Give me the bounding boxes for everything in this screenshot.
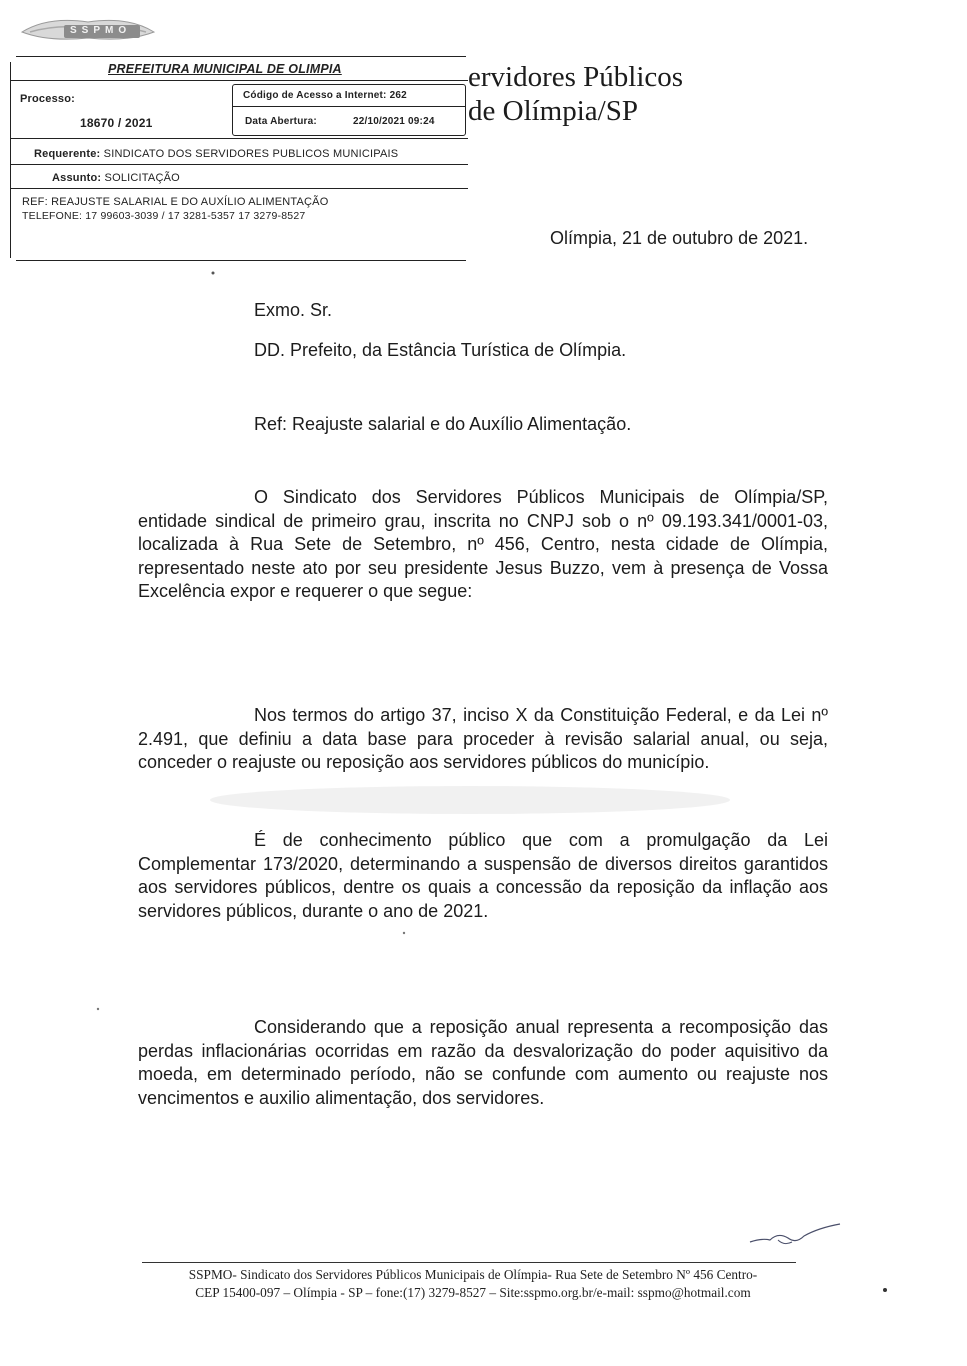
paragraph-4: Considerando que a reposição anual representa a recomposição das perdas inflacionárias ocorridas em razão da desvalorização do poder aquisitivo da moeda, em determinado período, não se confunde com aumento ou reajuste nos vencimentos e auxilio alimentação, dos servidores. bbox=[138, 1017, 828, 1108]
paragraph-3: É de conhecimento público que com a promulgação da Lei Complementar 173/2020, determinando a suspensão de diversos direitos garantidos aos servidores públicos, dentre os quais a concessão da reposição da inflação aos servidores públicos, durante o ano de 2021. bbox=[138, 830, 828, 921]
stamp-requerente: Requerente: SINDICATO DOS SERVIDORES PUBLICOS MUNICIPAIS bbox=[34, 148, 399, 160]
stamp-data-value: 22/10/2021 09:24 bbox=[353, 116, 435, 127]
stamp-header: PREFEITURA MUNICIPAL DE OLIMPIA bbox=[108, 62, 342, 76]
letterhead-title bbox=[468, 60, 683, 128]
footer-divider bbox=[142, 1262, 796, 1263]
stamp-codigo-value: 262 bbox=[389, 90, 407, 101]
stamp-requerente-value: SINDICATO DOS SERVIDORES PUBLICOS MUNICIPAIS bbox=[103, 148, 399, 160]
signature-mark bbox=[748, 1218, 843, 1248]
logo-text: SSPMO bbox=[70, 25, 132, 36]
footer-line-2: CEP 15400-097 – Olímpia - SP – fone:(17) 3279-8527 – Site:sspmo.org.br/e-mail: sspmo@hotmail.com bbox=[195, 1285, 751, 1300]
stamp-processo-label: Processo: bbox=[20, 93, 75, 105]
stamp-data-label: Data Abertura: bbox=[245, 116, 317, 127]
stamp-assunto: Assunto: SOLICITAÇÃO bbox=[52, 172, 180, 184]
stamp-ref-line: REF: REAJUSTE SALARIAL E DO AUXÍLIO ALIMENTAÇÃO bbox=[22, 196, 329, 208]
protocol-stamp bbox=[10, 56, 470, 266]
sspmo-logo bbox=[18, 12, 158, 46]
stamp-processo-number: 18670 / 2021 bbox=[80, 116, 153, 130]
stamp-telefone-line: TELEFONE: 17 99603-3039 / 17 3281-5357 17 3279-8527 bbox=[22, 210, 306, 222]
stamp-assunto-value: SOLICITAÇÃO bbox=[104, 172, 180, 184]
salutation: Exmo. Sr. bbox=[254, 300, 333, 320]
paragraph-1: O Sindicato dos Servidores Públicos Municipais de Olímpia/SP, entidade sindical de primeiro grau, inscrita no CNPJ sob o nº 09.193.341/0001-03, localizada à Rua Sete de Setembro, nº 456, Centro, nesta cidade de Olímpia, representado neste ato por seu presidente Jesus Buzzo, vem à presença de Vossa Excelência expor e requerer o que segue: bbox=[138, 487, 828, 601]
recipient: DD. Prefeito, da Estância Turística de Olímpia. bbox=[254, 340, 627, 360]
reference-line: Ref: Reajuste salarial e do Auxílio Alimentação. bbox=[254, 414, 632, 434]
letterhead-line-1: ervidores Públicos bbox=[468, 61, 684, 93]
letter-date: Olímpia, 21 de outubro de 2021. bbox=[550, 228, 809, 248]
stamp-codigo-label: Código de Acesso a Internet: 262 bbox=[243, 90, 407, 101]
footer bbox=[148, 1266, 798, 1302]
paragraph-2: Nos termos do artigo 37, inciso X da Constituição Federal, e da Lei nº 2.491, que definiu a data base para proceder à revisão salarial anual, ou seja, conceder o reajuste ou reposição aos servidores públicos do município. bbox=[138, 705, 828, 772]
letterhead-line-2: de Olímpia/SP bbox=[468, 95, 638, 127]
footer-line-1: SSPMO- Sindicato dos Servidores Públicos Municipais de Olímpia- Rua Sete de Setembro Nº 456 Centro- bbox=[188, 1267, 758, 1282]
